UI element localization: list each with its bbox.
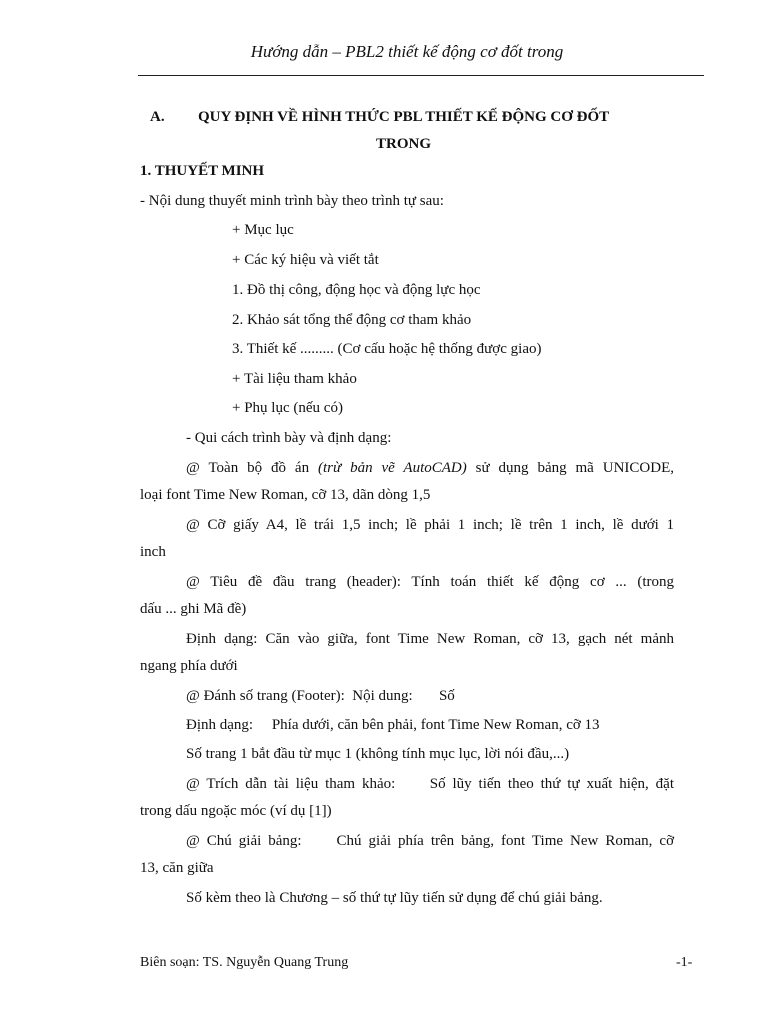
- paragraph-footer-format: Định dạng: Phía dưới, căn bên phải, font Time New Roman, cỡ 13: [186, 717, 600, 733]
- paragraph-paper-line2: inch: [140, 544, 166, 560]
- format-intro: - Qui cách trình bày và định dạng:: [186, 430, 392, 446]
- paragraph-header-format: Định dạng: Căn vào giữa, font Time New Roman, cỡ 13, gạch nét mảnh: [186, 631, 674, 647]
- order-item: 1. Đồ thị công, động học và động lực học: [232, 282, 481, 298]
- footer-page-number: -1-: [676, 955, 693, 970]
- section-letter: A.: [150, 109, 165, 125]
- order-item: 3. Thiết kế ......... (Cơ cấu hoặc hệ thống được giao): [232, 341, 542, 357]
- paragraph-footer: @ Đánh số trang (Footer): Nội dung: Số: [186, 688, 455, 704]
- paragraph-header: @ Tiêu đề đầu trang (header): Tính toán thiết kế động cơ ... (trong: [186, 574, 674, 590]
- paragraph-table-caption: @ Chú giải bảng: Chú giải phía trên bảng, font Time New Roman, cỡ: [186, 833, 674, 849]
- section-title-line2: TRONG: [376, 136, 432, 152]
- paragraph-unicode: [186, 459, 674, 477]
- paragraph-header-format-line2: ngang phía dưới: [140, 658, 238, 674]
- paragraph-unicode-b: sử dụng bảng mã UNICODE,: [466, 460, 674, 476]
- paragraph-page-start: Số trang 1 bắt đầu từ mục 1 (không tính mục lục, lời nói đầu,...): [186, 746, 570, 762]
- paragraph-unicode-line2: loại font Time New Roman, cỡ 13, dãn dòng 1,5: [140, 487, 431, 503]
- page-header-title: Hướng dẫn – PBL2 thiết kế động cơ đốt trong: [250, 42, 564, 61]
- paragraph-unicode-a: @ Toàn bộ đồ án: [186, 460, 318, 476]
- paragraph-references-line2: trong dấu ngoặc móc (ví dụ [1]): [140, 803, 332, 819]
- section-title-line1: QUY ĐỊNH VỀ HÌNH THỨC PBL THIẾT KẾ ĐỘNG CƠ ĐỐT: [198, 109, 610, 125]
- footer-author: Biên soạn: TS. Nguyễn Quang Trung: [140, 955, 349, 970]
- paragraph-references: @ Trích dẫn tài liệu tham khảo: Số lũy tiến theo thứ tự xuất hiện, đặt: [186, 776, 674, 792]
- paragraph-table-numbering: Số kèm theo là Chương – số thứ tự lũy tiến sử dụng để chú giải bảng.: [186, 890, 603, 906]
- order-item: 2. Khảo sát tổng thể động cơ tham khảo: [232, 312, 472, 328]
- order-item: + Các ký hiệu và viết tắt: [232, 252, 379, 268]
- paragraph-paper: @ Cỡ giấy A4, lề trái 1,5 inch; lề phải 1 inch; lề trên 1 inch, lề dưới 1: [186, 517, 674, 533]
- content-intro: - Nội dung thuyết minh trình bày theo trình tự sau:: [140, 193, 444, 209]
- order-item: + Mục lục: [232, 222, 294, 238]
- header-rule: [138, 75, 704, 76]
- order-item: + Phụ lục (nếu có): [232, 400, 343, 416]
- subsection-title: 1. THUYẾT MINH: [140, 163, 265, 179]
- order-item: + Tài liệu tham khảo: [232, 371, 357, 387]
- paragraph-header-line2: dấu ... ghi Mã đề): [140, 601, 247, 617]
- paragraph-unicode-italic: (trừ bản vẽ AutoCAD): [318, 460, 467, 476]
- paragraph-table-caption-line2: 13, căn giữa: [140, 860, 214, 876]
